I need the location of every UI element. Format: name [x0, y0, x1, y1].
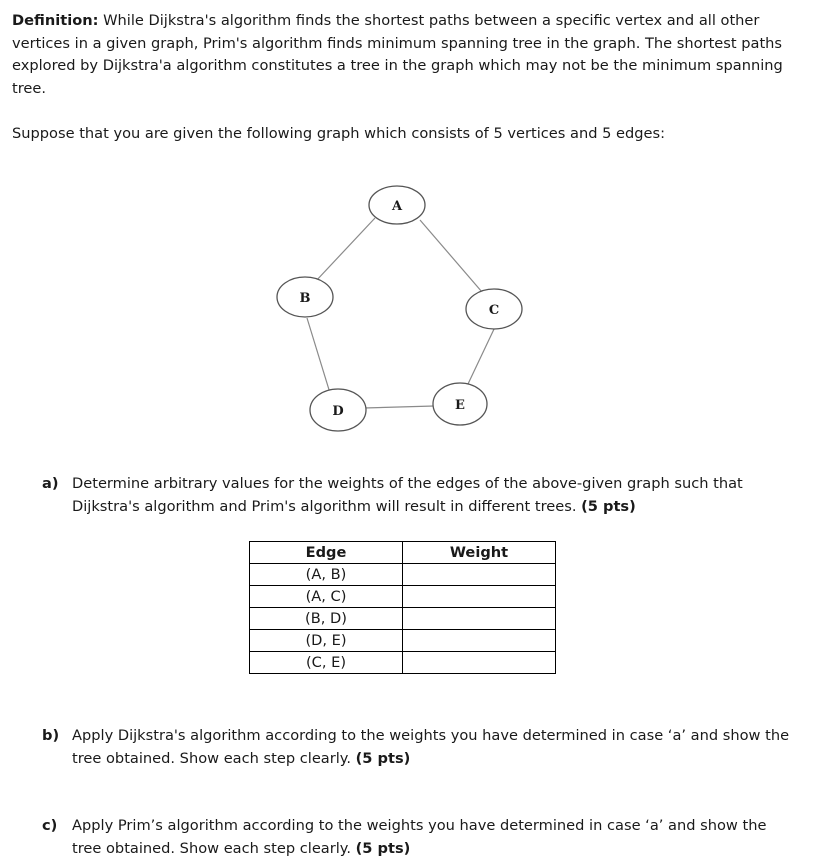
question-b — [42, 725, 802, 771]
node-d-label: D — [332, 404, 344, 419]
edge-cell: (D, E) — [250, 630, 403, 652]
question-a-body: Determine arbitrary values for the weights of the edges of the above-given graph such that Dijkstra's algorithm and Prim's algorithm will result in different trees. — [72, 475, 743, 515]
question-c-points: (5 pts) — [355, 839, 411, 857]
weight-cell[interactable] — [403, 586, 556, 608]
edge-cell: (B, D) — [250, 608, 403, 630]
question-c-body: Apply Prim’s algorithm according to the weights you have determined in case ‘a’ and show the tree obtained. Show each step clearly. — [72, 817, 767, 857]
question-b-points: (5 pts) — [355, 749, 411, 767]
node-c-label: C — [488, 303, 500, 318]
question-b-label: b) — [42, 727, 60, 744]
header-edge: Edge — [250, 542, 403, 564]
graph-intro: Suppose that you are given the following graph which consists of 5 vertices and 5 edges: — [12, 125, 666, 142]
edge-weight-table — [249, 541, 556, 674]
edge-d-e — [364, 406, 434, 408]
question-a — [42, 473, 802, 519]
definition-text: While Dijkstra's algorithm finds the shortest paths between a specific vertex and all other vertices in a given graph, Prim's algorithm finds minimum spanning tree in the graph. The shortest paths explored by Dijkstra'a algorithm constitutes a tree in the graph which may not be the minimum spanning tree. — [12, 12, 783, 97]
definition-label: Definition: — [12, 12, 99, 29]
table-row — [250, 630, 556, 652]
edge-a-c — [420, 220, 482, 292]
node-b-label: B — [299, 291, 311, 306]
table-row — [250, 652, 556, 674]
node-e-label: E — [455, 398, 465, 413]
edge-b-d — [307, 318, 330, 393]
question-c-label: c) — [42, 817, 58, 834]
node-a-label: A — [391, 199, 403, 214]
weight-cell[interactable] — [403, 608, 556, 630]
edge-c-e — [468, 327, 495, 384]
header-weight: Weight — [403, 542, 556, 564]
question-c-text — [72, 815, 797, 860]
edge-cell: (A, C) — [250, 586, 403, 608]
edge-cell: (A, B) — [250, 564, 403, 586]
table-header-row — [250, 542, 556, 564]
question-b-text — [72, 725, 797, 770]
table-row — [250, 608, 556, 630]
question-b-body: Apply Dijkstra's algorithm according to the weights you have determined in case ‘a’ and show the tree obtained. Show each step clearly. — [72, 727, 790, 767]
question-c — [42, 815, 802, 861]
edge-a-b — [315, 218, 375, 282]
edge-cell: (C, E) — [250, 652, 403, 674]
weight-cell[interactable] — [403, 652, 556, 674]
weight-cell[interactable] — [403, 630, 556, 652]
weight-cell[interactable] — [403, 564, 556, 586]
table-row — [250, 586, 556, 608]
question-a-points: (5 pts) — [581, 497, 636, 515]
question-a-text — [72, 473, 797, 518]
question-a-label: a) — [42, 475, 59, 492]
table-row — [250, 564, 556, 586]
